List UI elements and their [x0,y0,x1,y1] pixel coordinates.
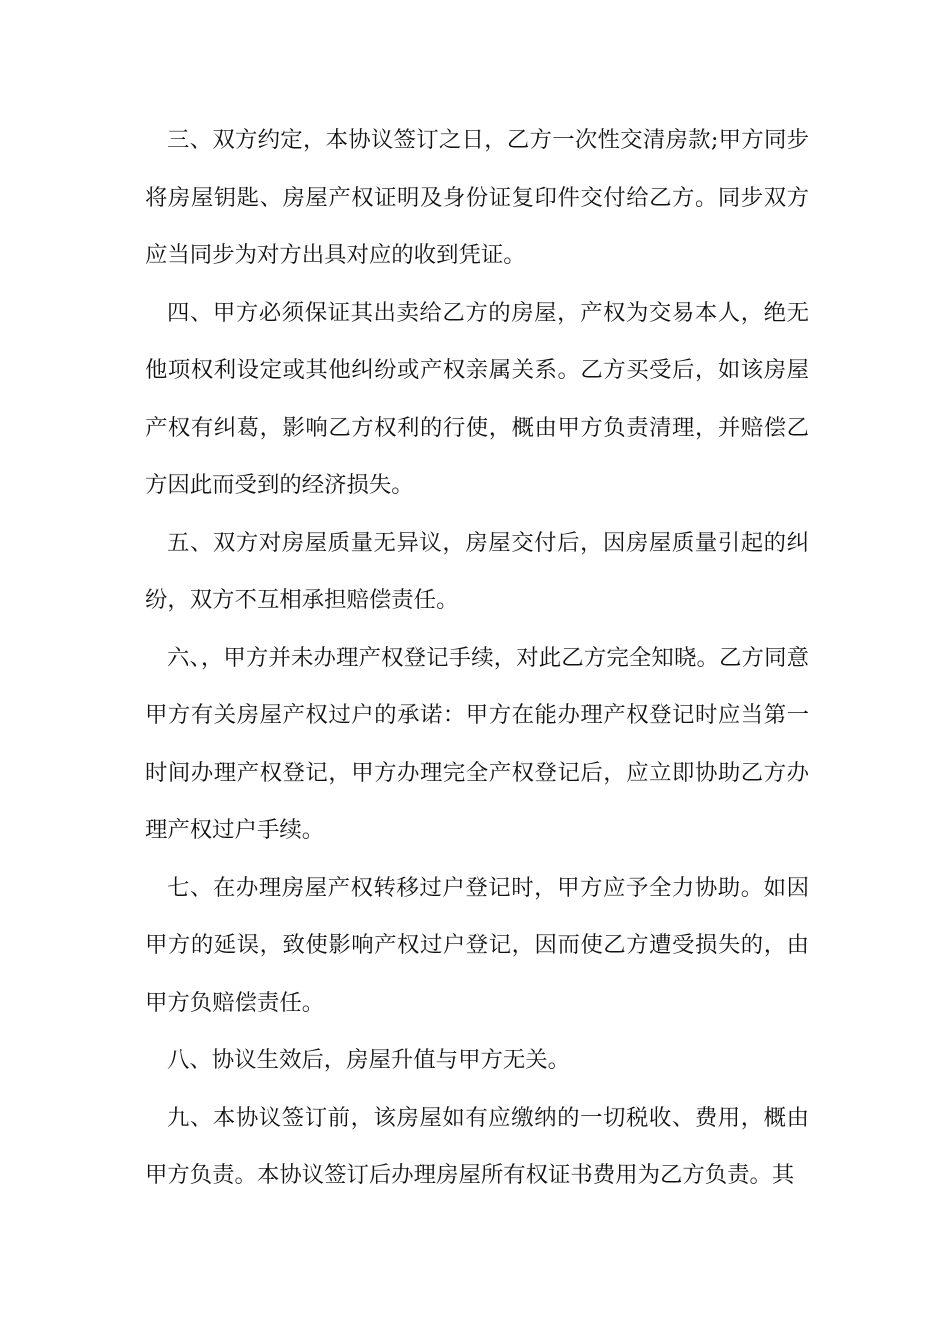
clause-6-paragraph: 六、，甲方并未办理产权登记手续，对此乙方完全知晓。乙方同意甲方有关房屋产权过户的承诺：甲方在能办理产权登记时应当第一时间办理产权登记，甲方办理完全产权登记后，应立即协助乙方办理产权过户手续。 [145,644,809,843]
clause-9-paragraph: 九、本协议签订前，该房屋如有应缴纳的一切税收、费用，概由甲方负责。本协议签订后办理房屋所有权证书费用为乙方负责。其 [145,1104,809,1188]
clause-8-paragraph: 八、协议生效后，房屋升值与甲方无关。 [167,1047,571,1073]
document-body [145,112,809,1205]
clause-3-paragraph: 三、双方约定，本协议签订之日，乙方一次性交清房款;甲方同步将房屋钥匙、房屋产权证明及身份证复印件交付给乙方。同步双方应当同步为对方出具对应的收到凭证。 [145,127,809,268]
clause-7-paragraph: 七、在办理房屋产权转移过户登记时，甲方应予全力协助。如因甲方的延误，致使影响产权过户登记，因而使乙方遭受损失的，由甲方负赔偿责任。 [145,874,809,1016]
clause-4-paragraph: 四、甲方必须保证其出卖给乙方的房屋，产权为交易本人，绝无他项权利设定或其他纠纷或产权亲属关系。乙方买受后，如该房屋产权有纠葛，影响乙方权利的行使，概由甲方负责清理，并赔偿乙方因此而受到的经济损失。 [145,299,809,498]
clause-5-paragraph: 五、双方对房屋质量无异议，房屋交付后，因房屋质量引起的纠纷，双方不互相承担赔偿责任。 [145,529,809,613]
